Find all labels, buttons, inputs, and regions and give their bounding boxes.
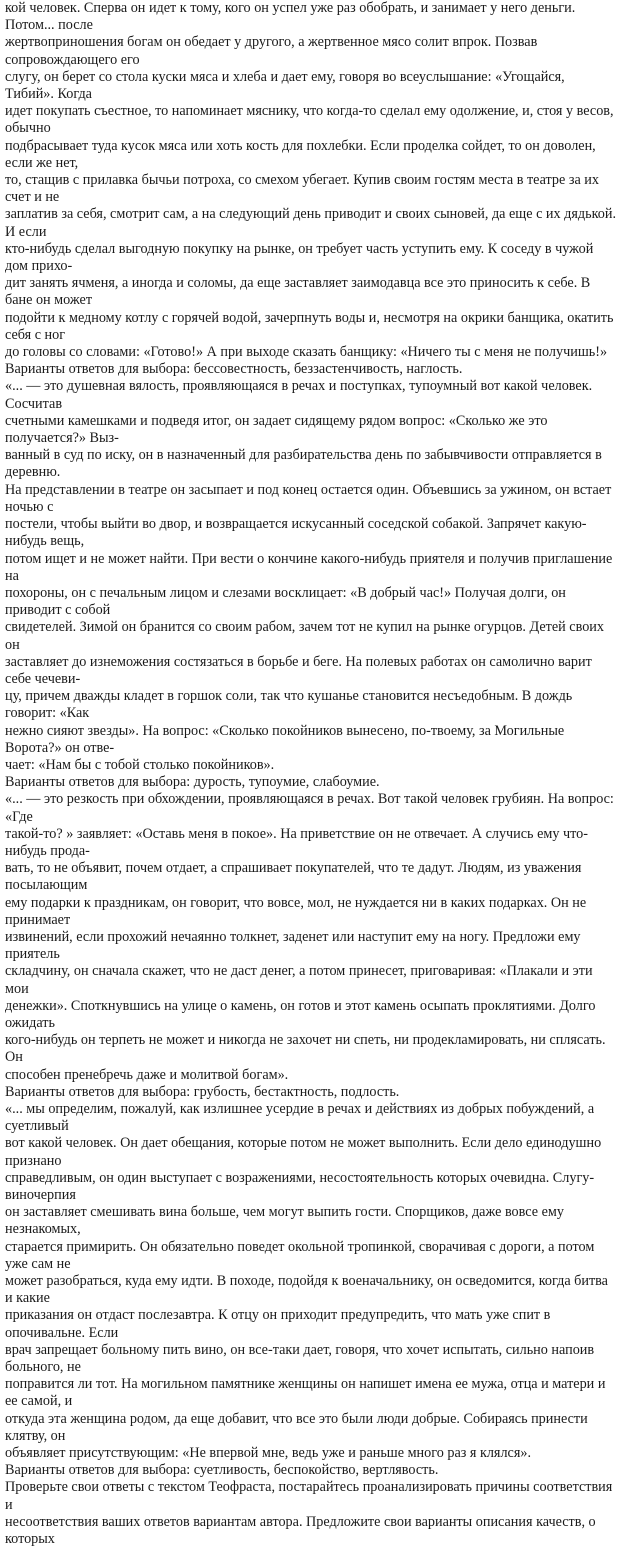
excerpt-paragraph-4: «... мы определим, пожалуй, как излишнее усердие в речах и действиях из добрых побуждений, а суетливый вот какой человек. Он дает обещания, которые потом не может выполнить. Если дело единодушно признано справедливым, он один выступает с возражениями, несостоятельность которых очевидна. Слугу-виночерпия он заставляет смешивать вина больше, чем могут выпить гости. Спорщиков, даже вовсе ему незнакомых, старается примирить. Он обязательно поведет окольной тропинкой, сворачивая с дороги, а потом уже сам не может разобраться, куда ему идти. В походе, подойдя к военачальнику, он осведомится, когда битва и какие приказания он отдаст послезавтра. К отцу он приходит предупредить, что мать уже спит в опочивальне. Если врач запрещает больному пить вино, он все-таки дает, говоря, что хочет испытать, сильно напоив больного, не поправится ли тот. На могильном памятнике женщины он напишет имена ее мужа, отца и матери и ее самой, и откуда эта женщина родом, да еще добавит, что все это были люди добрые. Собираясь принести клятву, он объявляет присутствующим: «Не впервой мне, ведь уже и раньше много раз я клялся».: [5, 1101, 608, 1462]
excerpt-paragraph-3: «... — это резкость при обхождении, проявляющаяся в речах. Вот такой человек грубиян. На вопрос: «Где такой-то? » заявляет: «Оставь меня в покое». На приветствие он не отвечает. А случись ему что-нибудь прода- вать, то не объявит, почем отдает, а спрашивает покупателей, что те дадут. Людям, из уважения посылающим ему подарки к праздникам, он говорит, что вовсе, мол, не нуждается ни в каких подарках. Он не принимает извинений, если прохожий нечаянно толкнет, заденет или наступит ему на ногу. Предложи ему приятель складчину, он сначала скажет, что не даст денег, а потом принесет, приговаривая: «Плакали и эти мои денежки». Споткнувшись на улице о камень, он готов и этот камень осыпать проклятиями. Долго ожидать кого-нибудь он терпеть не может и никогда не захочет ни спеть, ни продекламировать, ни сплясать. Он способен пренебречь даже и молитвой богам».: [5, 791, 614, 1083]
answer-options-2: Варианты ответов для выбора: дурость, тупоумие, слабоумие.: [5, 774, 380, 791]
excerpt-paragraph-2: «... — это душевная вялость, проявляющаяся в речах и поступках, тупоумный вот какой человек. Сосчитав счетными камешками и подведя итог, он задает сидящему рядом вопрос: «Сколько же это получается?» Выз- ванный в суд по иску, он в назначенный для разбирательства день по забывчивости отправляется в деревню. На представлении в театре он засыпает и под конец остается один. Объевшись за ужином, он встает ночью с постели, чтобы выйти во двор, и возвращается искусанный соседской собакой. Запрячет какую-нибудь вещь, потом ищет и не может найти. При вести о кончине какого-нибудь приятеля и получив приглашение на похороны, он с печальным лицом и слезами восклицает: «В добрый час!» Получая долги, он приводит с собой свидетелей. Зимой он бранится со своим рабом, зачем тот не купил на рынке огурцов. Детей своих он заставляет до изнеможения состязаться в борьбе и беге. На полевых работах он самолично варит себе чечеви- цу, причем дважды кладет в горшок соли, так что кушанье становится несъедобным. В дождь говорит: «Как нежно сияют звезды». На вопрос: «Сколько покойников вынесено, по-твоему, за Могильные Ворота?» он отве- чает: «Нам бы с тобой столько покойников».: [5, 378, 613, 773]
answer-options-4: Варианты ответов для выбора: суетливость, беспокойство, вертлявость.: [5, 1462, 439, 1479]
answer-options-3: Варианты ответов для выбора: грубость, бестактность, подлость.: [5, 1083, 400, 1100]
excerpt-paragraph-1: кой человек. Сперва он идет к тому, кого он успел уже раз обобрать, и занимает у него деньги. Потом... после жертвоприношения богам он обедает у другого, а жертвенное мясо солит впрок. Позвав сопровождающего его слугу, он берет со стола куски мяса и хлеба и дает ему, говоря во всеуслышание: «Угощайся, Тибий». Когда идет покупать съестное, то напоминает мяснику, что когда-то сделал ему одолжение, и, стоя у весов, обычно подбрасывает туда кусок мяса или хоть кость для похлебки. Если проделка сойдет, то он доволен, если же нет, то, стащив с прилавка бычьи потроха, со смехом убегает. Купив своим гостям места в театре за их счет и не заплатив за себя, смотрит сам, а на следующий день приводит и своих сыновей, да еще с их дядькой. И если кто-нибудь сделал выгодную покупку на рынке, он требует часть уступить ему. К соседу в чужой дом прихо- дит занять ячменя, а иногда и соломы, да еще заставляет заимодавца все это приносить к себе. В бане он может подойти к медному котлу с горячей водой, зачерпнуть воды и, несмотря на окрики банщика, окатить себя с ног до головы со словами: «Готово!» А при выходе сказать банщику: «Ничего ты с меня не получишь!»: [5, 0, 616, 361]
answer-options-1: Варианты ответов для выбора: бессовестность, беззастенчивость, наглость.: [5, 361, 463, 378]
instruction-paragraph: Проверьте свои ответы с текстом Теофраста, постарайтесь проанализировать причины соответствия и несоответствия ваших ответов вариантам автора. Предложите свои варианты описания качеств, о которых: [5, 1479, 613, 1548]
